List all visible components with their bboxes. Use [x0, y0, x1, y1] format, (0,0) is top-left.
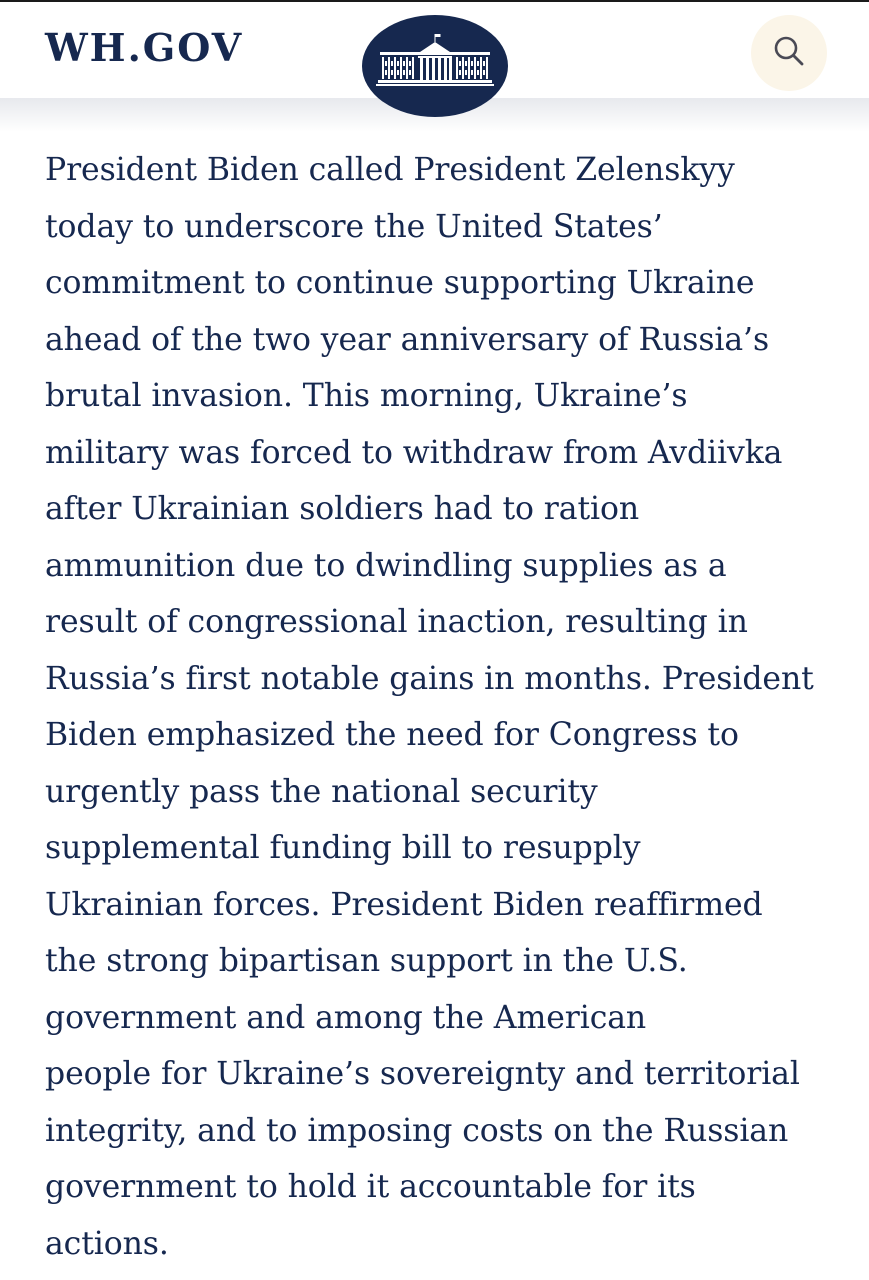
search-icon — [772, 34, 806, 73]
article-line: result of congressional inaction, resulting in — [45, 604, 748, 640]
article-line: brutal invasion. This morning, Ukraine’s — [45, 378, 688, 414]
article-line: actions. — [45, 1225, 169, 1262]
article-line: Russia’s first notable gains in months. President — [45, 660, 814, 697]
search-button[interactable] — [751, 15, 827, 91]
article-line: commitment to continue supporting Ukraine — [45, 265, 755, 301]
article-line: integrity, and to imposing costs on the Russian — [45, 1112, 789, 1149]
article-line: military was forced to withdraw from Avdiivka — [45, 434, 783, 471]
site-header — [0, 2, 869, 98]
article-line: Ukrainian forces. President Biden reaffirmed — [45, 886, 763, 923]
article-line: after Ukrainian soldiers had to ration — [45, 491, 640, 527]
article-line: urgently pass the national security — [45, 773, 598, 810]
article-body — [45, 142, 845, 1272]
article-line: Biden emphasized the need for Congress to — [45, 717, 739, 753]
article-line: President Biden called President Zelenskyy — [45, 152, 735, 188]
article-line: supplemental funding bill to resupply — [45, 830, 641, 866]
header-shadow — [0, 98, 869, 132]
article-line: ammunition due to dwindling supplies as a — [45, 547, 727, 584]
article-line: government to hold it accountable for its — [45, 1169, 696, 1205]
article-line: ahead of the two year anniversary of Russia’s — [45, 321, 770, 358]
article-line: the strong bipartisan support in the U.S. — [45, 943, 688, 979]
site-home-link[interactable]: WH.GOV — [45, 25, 244, 70]
article-line: people for Ukraine’s sovereignty and territorial — [45, 1056, 800, 1092]
article-line: today to underscore the United States’ — [45, 208, 663, 245]
article-line: government and among the American — [45, 999, 647, 1036]
